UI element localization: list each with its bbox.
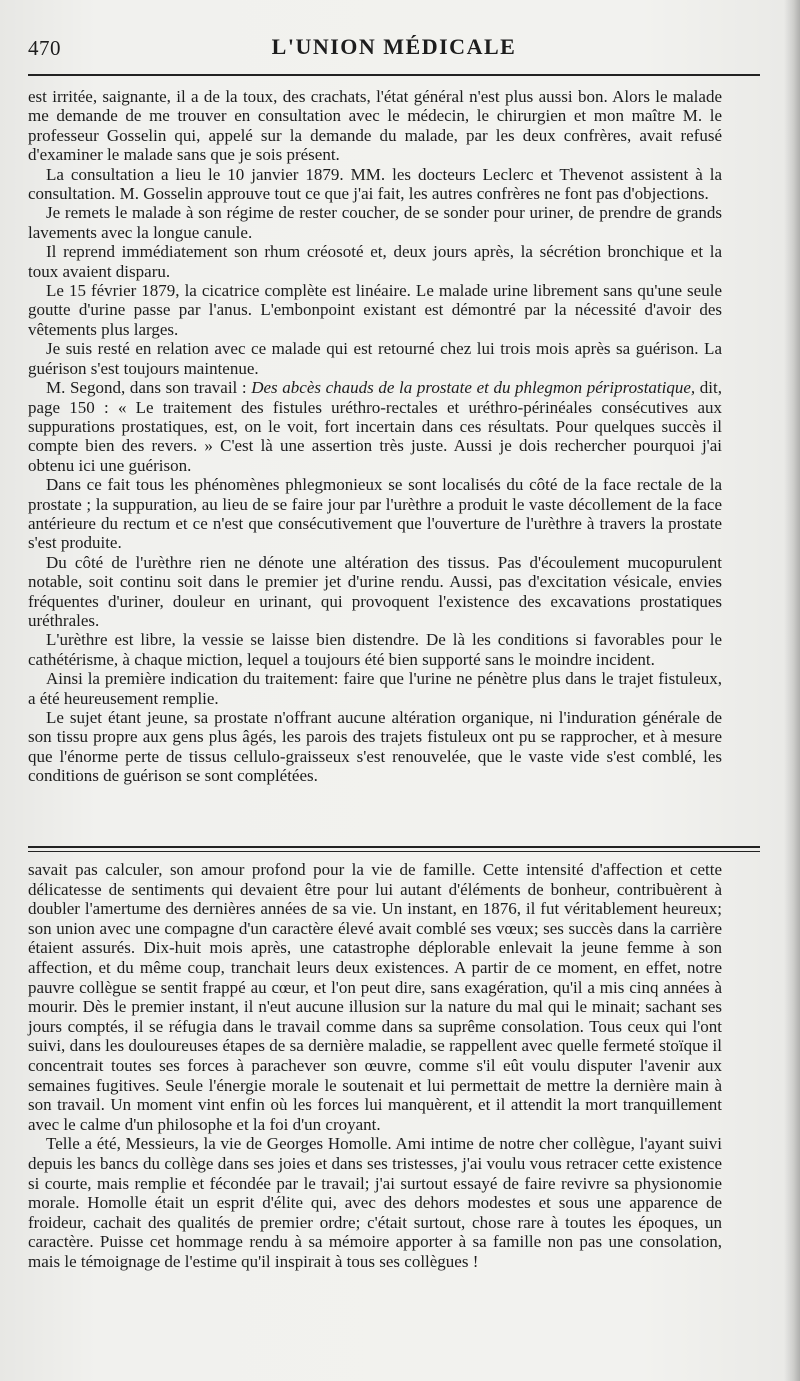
article-section-top bbox=[28, 87, 722, 786]
paragraph: Ainsi la première indication du traitement: faire que l'urine ne pénètre plus dans le trajet fistuleux, a été heureusement remplie. bbox=[28, 669, 722, 708]
paragraph: La consultation a lieu le 10 janvier 1879. MM. les docteurs Leclerc et Thevenot assistent à la consultation. M. Gosselin approuve tout ce que j'ai fait, les autres confrères ne font pas d'objections. bbox=[28, 164, 722, 204]
header-rule bbox=[28, 74, 760, 76]
page-spine-shadow bbox=[784, 0, 800, 1381]
paragraph: Le 15 février 1879, la cicatrice complète est linéaire. Le malade urine librement sans qu'une seule goutte d'urine passe par l'anus. L'embonpoint existant est démontré par la nécessité d'avoir des vêtements plus larges. bbox=[28, 281, 722, 339]
paragraph: Je suis resté en relation avec ce malade qui est retourné chez lui trois mois après sa guérison. La guérison s'est toujours maintenue. bbox=[28, 339, 722, 378]
page-number: 470 bbox=[28, 36, 61, 60]
paragraph-segond bbox=[28, 378, 722, 475]
paragraph: Dans ce fait tous les phénomènes phlegmonieux se sont localisés du côté de la face rectale de la prostate ; la suppuration, au lieu de se faire jour par l'urèthre a produit le vaste décollement de la face antérieure du rectum et ce n'est que consécutivement que l'ouverture de l'urèthre à travers la prostate s'est produite. bbox=[28, 475, 722, 553]
segond-quote: dit, page 150 : « Le traitement des fistules uréthro-rectales et uréthro-périnéales consécutives aux suppurations prostatiques, est, on le voit, fort incertain dans ces résultats. Pour quelques succès il compte bien des revers. » C'est là une assertion très juste. Aussi je dois rechercher pourquoi j'ai obtenu ici une guérison. bbox=[28, 378, 722, 475]
segond-intro: M. Segond, dans son travail : bbox=[46, 378, 252, 398]
paragraph: Du côté de l'urèthre rien ne dénote une altération des tissus. Pas d'écoulement mucopurulent notable, soit continu soit dans le premier jet d'urine rendu. Aussi, pas d'excitation vésicale, envies fréquentes d'uriner, douleur en urinant, qui provoquent l'existence des excavations prostatiques uréthrales. bbox=[28, 552, 722, 630]
cited-work-title: Des abcès chauds de la prostate et du phlegmon périprostatique, bbox=[251, 378, 696, 398]
paragraph: Le sujet étant jeune, sa prostate n'offrant aucune altération organique, ni l'induration générale de son tissu propre aux gens plus âgés, les parois des trajets fistuleux ont pu se rapprocher, et à mesure que l'énorme perte de tissus cellulo-graisseux s'est renouvelée, que le vaste vide s'est comblé, les conditions de guérison se sont complétées. bbox=[28, 708, 722, 786]
paragraph: Il reprend immédiatement son rhum créosoté et, deux jours après, la sécrétion bronchique et la toux avaient disparu. bbox=[28, 242, 722, 281]
paragraph: L'urèthre est libre, la vessie se laisse bien distendre. De là les conditions si favorables pour le cathétérisme, à chaque miction, lequel a toujours été bien supporté sans le moindre incident. bbox=[28, 630, 722, 669]
running-title: L'UNION MÉDICALE bbox=[271, 34, 517, 59]
page-header bbox=[28, 32, 760, 72]
paragraph: Je remets le malade à son régime de rester coucher, de se sonder pour uriner, de prendre de grands lavements avec la longue canule. bbox=[28, 203, 722, 242]
paragraph: savait pas calculer, son amour profond pour la vie de famille. Cette intensité d'affection et cette délicatesse de sentiments qui devaient être pour lui autant d'éléments de bonheur, contribuèrent à doubler l'amertume des dernières années de sa vie. Un instant, en 1876, il fut véritablement heureux; son union avec une compagne d'un caractère élevé avait comblé ses vœux; ses succès dans la carrière étaient assurés. Dix-huit mois après, une catastrophe déplorable enlevait la jeune femme à son affection, et du même coup, tranchait leurs deux existences. A partir de ce moment, en effet, notre pauvre collègue se sentit frappé au cœur, et l'on peut dire, sans exagération, qu'il a mis cinq années à mourir. Dès le premier instant, il n'eut aucune illusion sur la nature du mal qui le minait; sachant ses jours comptés, il se réfugia dans le travail comme dans sa suprême consolation. Tous ceux qui l'ont suivi, dans les douloureuses étapes de sa dernière maladie, se rappellent avec quelle fermeté stoïque il concentrait toutes ses forces à parachever son œuvre, comme s'il eût voulu disputer l'avenir aux semaines fugitives. Seule l'énergie morale le soutenait et lui permettait de mettre la dernière main à son travail. Un moment vint enfin où les forces lui manquèrent, et il attendit la mort tranquillement avec le calme d'un philosophe et la foi d'un croyant. bbox=[28, 860, 722, 1134]
paragraph: est irritée, saignante, il a de la toux, des crachats, l'état général n'est plus aussi bon. Alors le malade me demande de me trouver en consultation avec le médecin, le chirurgien et mon maître M. le professeur Gosselin qui, appelé sur la demande du malade, par les deux confrères, avait refusé d'examiner le malade sans que je sois présent. bbox=[28, 87, 722, 165]
article-section-bottom bbox=[28, 860, 722, 1271]
paragraph: Telle a été, Messieurs, la vie de Georges Homolle. Ami intime de notre cher collègue, l'ayant suivi depuis les bancs du collège dans ses joies et dans ses tristesses, j'ai voulu vous retracer cette existence si courte, mais remplie et fécondée par le travail; j'ai surtout essayé de faire revivre sa physionomie morale. Homolle était un esprit d'élite qui, avec des dehors modestes et sous une apparence de froideur, cachait des qualités de premier ordre; c'était surtout, chose rare à toutes les époques, un caractère. Puisse cet hommage rendu à sa mémoire apporter à sa famille non pas une consolation, mais le témoignage de l'estime qu'il inspirait à tous ses collègues ! bbox=[28, 1134, 722, 1271]
section-separator-rule bbox=[28, 846, 760, 848]
section-separator-rule bbox=[28, 851, 760, 852]
